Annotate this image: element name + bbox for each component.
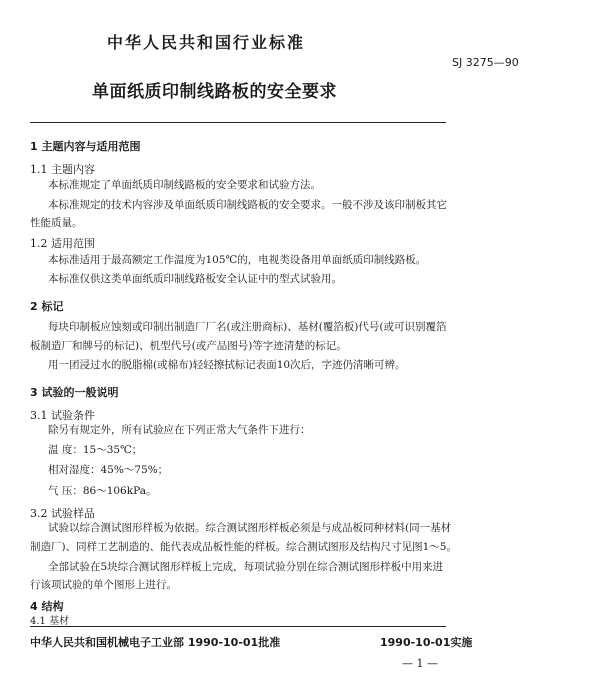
section-4-heading: 4 结构 bbox=[30, 600, 64, 613]
section-2-para-2: 用一团浸过水的脱脂棉(或棉布)轻轻擦拭标记表面10次后，字迹仍清晰可辨。 bbox=[48, 359, 406, 371]
condition-pressure: 气 压：86～106kPa。 bbox=[48, 485, 157, 497]
section-3-2-heading: 3.2 试验样品 bbox=[30, 507, 95, 520]
footer-issuer: 中华人民共和国机械电子工业部 1990-10-01批准 bbox=[30, 636, 281, 649]
section-3-2-para-1b: 制造厂)、同样工艺制造的、能代表成品板性能的样板。综合测试图形及结构尺寸见图1～5。 bbox=[30, 541, 457, 553]
footer-effective-date: 1990-10-01实施 bbox=[380, 636, 473, 649]
footer-divider bbox=[30, 626, 446, 627]
section-3-1-intro: 除另有规定外，所有试验应在下列正常大气条件下进行： bbox=[48, 424, 311, 436]
section-4-1-heading: 4.1 基材 bbox=[30, 616, 70, 627]
section-3-2-para-1a: 试验以综合测试图形样板为依据。综合测试图形样板必须是与成品板同种材料(同一基材 bbox=[48, 522, 452, 534]
section-2-para-1a: 每块印制板应蚀刻或印制出制造厂厂名(或注册商标)、基材(覆箔板)代号(或可识别覆箔 bbox=[48, 321, 447, 333]
section-1-2-para-1: 本标准适用于最高额定工作温度为105℃的，电视类设备用单面纸质印制线路板。 bbox=[48, 254, 427, 266]
top-divider bbox=[30, 122, 446, 123]
section-3-2-para-2a: 全部试验在5块综合测试图形样板上完成，每项试验分别在综合测试图形样板中用来进 bbox=[48, 561, 444, 573]
section-3-2-para-2b: 行该项试验的单个图形上进行。 bbox=[30, 579, 177, 591]
standard-number: SJ 3275—90 bbox=[452, 56, 519, 69]
section-1-heading: 1 主题内容与适用范围 bbox=[30, 140, 141, 153]
section-3-heading: 3 试验的一般说明 bbox=[30, 386, 119, 399]
section-3-1-heading: 3.1 试验条件 bbox=[30, 409, 95, 422]
condition-temperature: 温 度：15～35℃； bbox=[48, 444, 143, 456]
section-1-1-para-2a: 本标准规定的技术内容涉及单面纸质印制线路板的安全要求。一般不涉及该印制板其它 bbox=[48, 199, 447, 211]
section-2-para-1b: 板制造厂和牌号的标记)、机型代号(或产品图号)等字迹清楚的标记。 bbox=[30, 340, 347, 352]
section-1-1-para-1: 本标准规定了单面纸质印制线路板的安全要求和试验方法。 bbox=[48, 179, 321, 191]
document-title: 单面纸质印制线路板的安全要求 bbox=[92, 82, 337, 102]
section-1-2-para-2: 本标准仅供这类单面纸质印制线路板安全认证中的型式试验用。 bbox=[48, 273, 342, 285]
page-number: — 1 — bbox=[402, 657, 438, 670]
section-2-heading: 2 标记 bbox=[30, 300, 64, 313]
section-1-1-para-2b: 性能质量。 bbox=[30, 217, 83, 229]
condition-humidity: 相对湿度：45%～75%； bbox=[48, 464, 169, 476]
section-1-1-heading: 1.1 主题内容 bbox=[30, 163, 95, 176]
header-organization: 中华人民共和国行业标准 bbox=[107, 33, 306, 52]
section-1-2-heading: 1.2 适用范围 bbox=[30, 237, 95, 250]
